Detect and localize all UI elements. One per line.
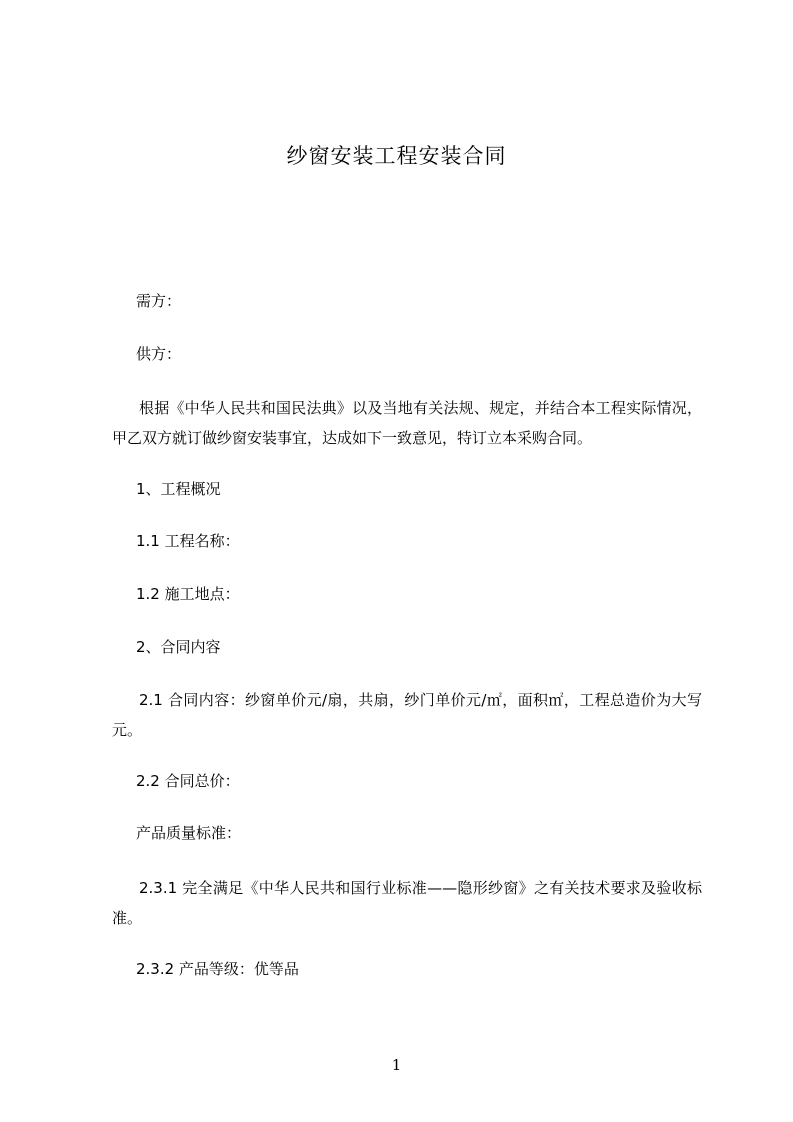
item-1-1-project-name: 1.1 工程名称： [136,532,240,550]
supply-party-line: 供方： [136,345,182,363]
document-title: 纱窗安装工程安装合同 [286,144,507,168]
item-2-2-total-price: 2.2 合同总价： [136,772,240,790]
section-2-heading: 2、合同内容 [136,638,221,656]
quality-standard-heading: 产品质量标准： [136,824,242,842]
item-2-1-contract-content: 2.1 合同内容：纱窗单价元/扇，共扇，纱门单价元/㎡，面积㎡，工程总造价为大写元。 [112,691,702,739]
item-2-3-2-grade: 2.3.2 产品等级：优等品 [136,960,299,978]
demand-party-line: 需方： [136,292,182,310]
item-1-2-construction-site: 1.2 施工地点： [136,585,240,603]
item-2-3-1-standard: 2.3.1 完全满足《中华人民共和国行业标准——隐形纱窗》之有关技术要求及验收标准。 [112,879,702,927]
intro-paragraph: 根据《中华人民共和国民法典》以及当地有关法规、规定，并结合本工程实际情况，甲乙双方就订做纱窗安装事宜，达成如下一致意见，特订立本采购合同。 [112,399,702,447]
section-1-heading: 1、工程概况 [136,480,221,498]
page-number: 1 [391,1056,402,1074]
